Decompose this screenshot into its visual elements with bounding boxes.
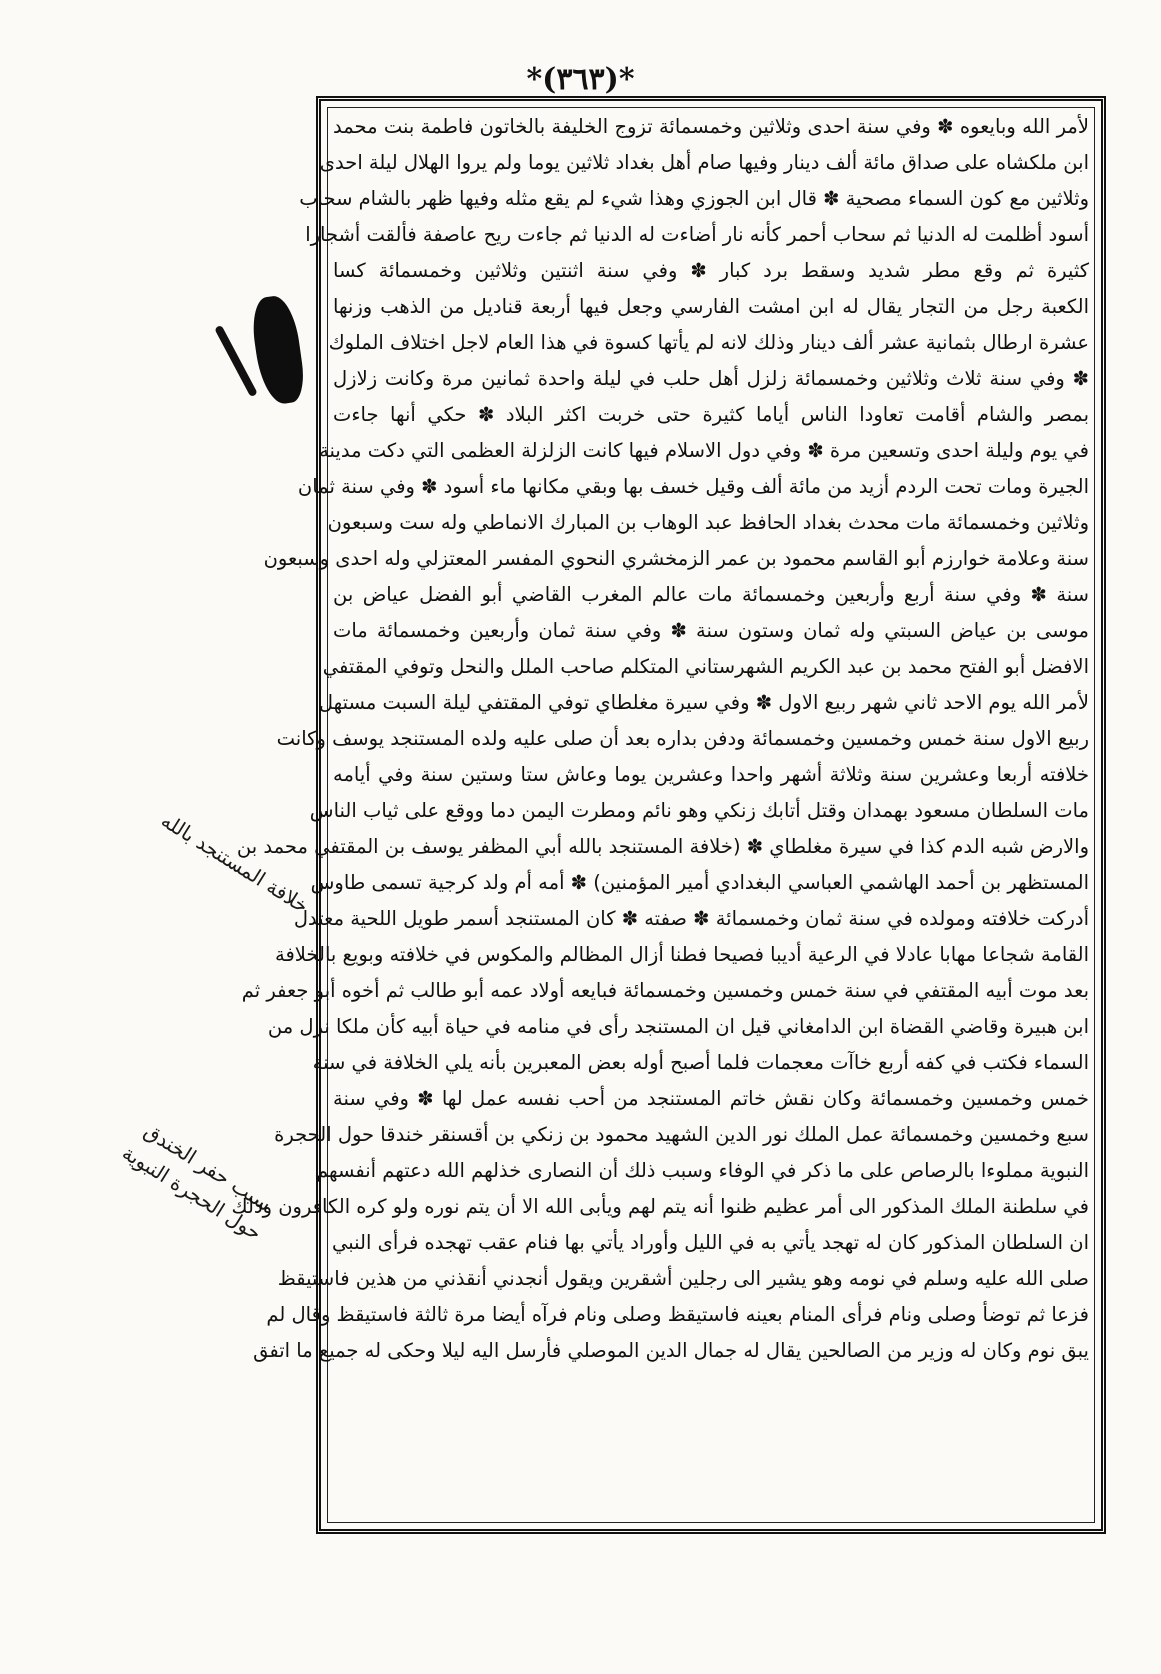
text-line: سبع وخمسين وخمسمائة عمل الملك نور الدين الشهيد محمود بن زنكي بن أقسنقر خندقا حول الحجرة (274, 1123, 1089, 1146)
text-line: الكعبة رجل من التجار يقال له ابن امشت الفارسي وجعل فيها أربعة قناديل من الذهب وزنها (333, 295, 1089, 318)
text-line: سنة ✽ وفي سنة أربع وأربعين وخمسمائة مات عالم المغرب القاضي أبو الفضل عياض بن (333, 583, 1089, 606)
text-line: عشرة ارطال بثمانية عشر ألف دينار وذلك لانه لم يأتها كسوة في هذا العام لاجل اختلاف الملوك (328, 331, 1089, 354)
text-line: أسود أظلمت له الدنيا ثم سحاب أحمر كأنه نار أضاءت له الدنيا ثم جاءت ريح عاصفة فألقت أشجارا (305, 223, 1089, 246)
text-line: الافضل أبو الفتح محمد بن عبد الكريم الشهرستاني المتكلم صاحب الملل والنحل وتوفي المقتفي (322, 655, 1089, 678)
text-line: فزعا ثم توضأ وصلى ونام فرأى المنام بعينه فاستيقظ وصلى ونام فرآه أيضا مرة ثالثة فاستيقظ وقال لم (266, 1303, 1089, 1326)
text-line: ربيع الاول سنة خمس وخمسين وخمسمائة ودفن بداره بعد أن صلى عليه ولده المستنجد يوسف وكانت (276, 727, 1089, 750)
text-line: والارض شبه الدم كذا في سيرة مغلطاي ✽ (خلافة المستنجد بالله أبي المظفر يوسف بن المقتفي محمد بن (236, 835, 1089, 858)
text-line: ✽ وفي سنة ثلاث وثلاثين وخمسمائة زلزل أهل حلب في ليلة واحدة ثمانين مرة وكانت زلازل (333, 367, 1089, 390)
text-line: خمس وخمسين وخمسمائة وكان نقش خاتم المستنجد من أحب نفسه عمل لها ✽ وفي سنة (333, 1087, 1089, 1110)
text-line: ان السلطان المذكور كان له تهجد يأتي به في الليل وأوراد يأتي بها فنام عقب تهجده فرأى النبي (331, 1231, 1089, 1254)
text-line: ابن هبيرة وقاضي القضاة ابن الدامغاني قيل ان المستنجد رأى في منامه في حياة أبيه كأن ملكا نزل من (267, 1015, 1089, 1038)
text-line: المستظهر بن أحمد الهاشمي العباسي البغدادي أمير المؤمنين) ✽ أمه أم ولد كرجية تسمى طاوس (310, 871, 1089, 894)
text-line: مات السلطان مسعود بهمدان وقتل أتابك زنكي وهو نائم ومطرت اليمن دما ووقع على ثياب الناس (309, 799, 1089, 822)
text-line: أدركت خلافته ومولده في سنة ثمان وخمسمائة ✽ صفته ✽ كان المستنجد أسمر طويل اللحية معتدل (293, 907, 1089, 930)
text-line: وثلاثين وخمسمائة مات محدث بغداد الحافظ عبد الوهاب بن المبارك الانماطي وله ست وسبعون (327, 511, 1089, 534)
ink-blot (249, 293, 308, 406)
text-line: صلى الله عليه وسلم في نومه وهو يشير الى رجلين أشقرين ويقول أنجدني أنقذني من هذين فاستيقظ (277, 1267, 1089, 1290)
margin-note-caliphate: خلافة المستنجد بالله (157, 808, 313, 918)
text-line: لأمر الله وبايعوه ✽ وفي سنة احدى وثلاثين وخمسمائة تزوج الخليفة بالخاتون فاطمة بنت محمد (333, 115, 1089, 138)
body-text (231, 109, 1089, 1369)
text-line: الجيرة ومات تحت الردم أزيد من مائة ألف وقيل خسف بها وبقي مكانها ماء أسود ✽ وفي سنة ثمان (297, 475, 1089, 498)
text-line: يبق نوم وكان له وزير من الصالحين يقال له جمال الدين الموصلي فأرسل اليه ليلا وحكى له جميع ما اتفق (253, 1339, 1089, 1362)
text-frame (231, 96, 1106, 1534)
text-line: في يوم وليلة احدى وتسعين مرة ✽ وفي دول الاسلام فيها كانت الزلزلة العظمى التي دكت مدينة (319, 439, 1089, 462)
text-line: السماء فكتب في كفه أربع خاآت معجمات فلما أصبح أوله بعض المعبرين بأنه يلي الخلافة في سنة (312, 1051, 1089, 1074)
text-line: كثيرة ثم وقع مطر شديد وسقط برد كبار ✽ وفي سنة اثنتين وثلاثين وخمسمائة كسا (333, 259, 1089, 282)
text-line: خلافته أربعا وعشرين سنة وثلاثة أشهر واحدا وعشرين يوما وعاش ستا وستين سنة وفي أيامه (333, 763, 1089, 786)
text-line: لأمر الله يوم الاحد ثاني شهر ربيع الاول ✽ وفي سيرة مغلطاي توفي المقتفي ليلة السبت مستهل (318, 691, 1089, 714)
text-line: في سلطنة الملك المذكور الى أمر عظيم ظنوا أنه يتم لهم ويأبى الله الا أن يتم نوره ولو كره الكافرون وذلك (231, 1195, 1089, 1218)
text-line: بمصر والشام أقامت تعاودا الناس أياما كثيرة حتى خربت اكثر البلاد ✽ حكي أنها جاءت (333, 403, 1089, 426)
text-line: القامة شجاعا مهابا عادلا في الرعية أديبا فصيحا فطنا أزال المظالم والمكوس في خلافته وبويع بالخلافة (275, 943, 1089, 966)
text-line: سنة وعلامة خوارزم أبو القاسم محمود بن عمر الزمخشري النحوي المفسر المعتزلي وله احدى وسبعون (263, 547, 1089, 570)
text-line: ابن ملكشاه على صداق مائة ألف دينار وفيها صام أهل بغداد ثلاثين يوما ولم يروا الهلال ليلة احدى (319, 151, 1089, 174)
text-line: وثلاثين مع كون السماء مصحية ✽ قال ابن الجوزي وهذا شيء لم يقع مثله وفيها ظهر بالشام سحاب (299, 187, 1089, 210)
page-number: *(٣٦٣)* (526, 62, 635, 97)
ink-stroke (214, 325, 258, 398)
text-line: بعد موت أبيه المقتفي في سنة خمس وخمسين وخمسمائة فبايعه أولاد عمه أبو طالب ثم أخوه أبو جعفر ثم (241, 979, 1089, 1002)
text-line: موسى بن عياض السبتي وله ثمان وستون سنة ✽ وفي سنة ثمان وأربعين وخمسمائة مات (333, 619, 1089, 642)
text-line: النبوية مملوءا بالرصاص على ما ذكر في الوفاء وسبب ذلك أن النصارى خذلهم الله دعتهم أنفسهم (315, 1159, 1089, 1182)
margin-note-trench: سبب حفر الخندق حول الحجرة النبوية (118, 1118, 276, 1246)
